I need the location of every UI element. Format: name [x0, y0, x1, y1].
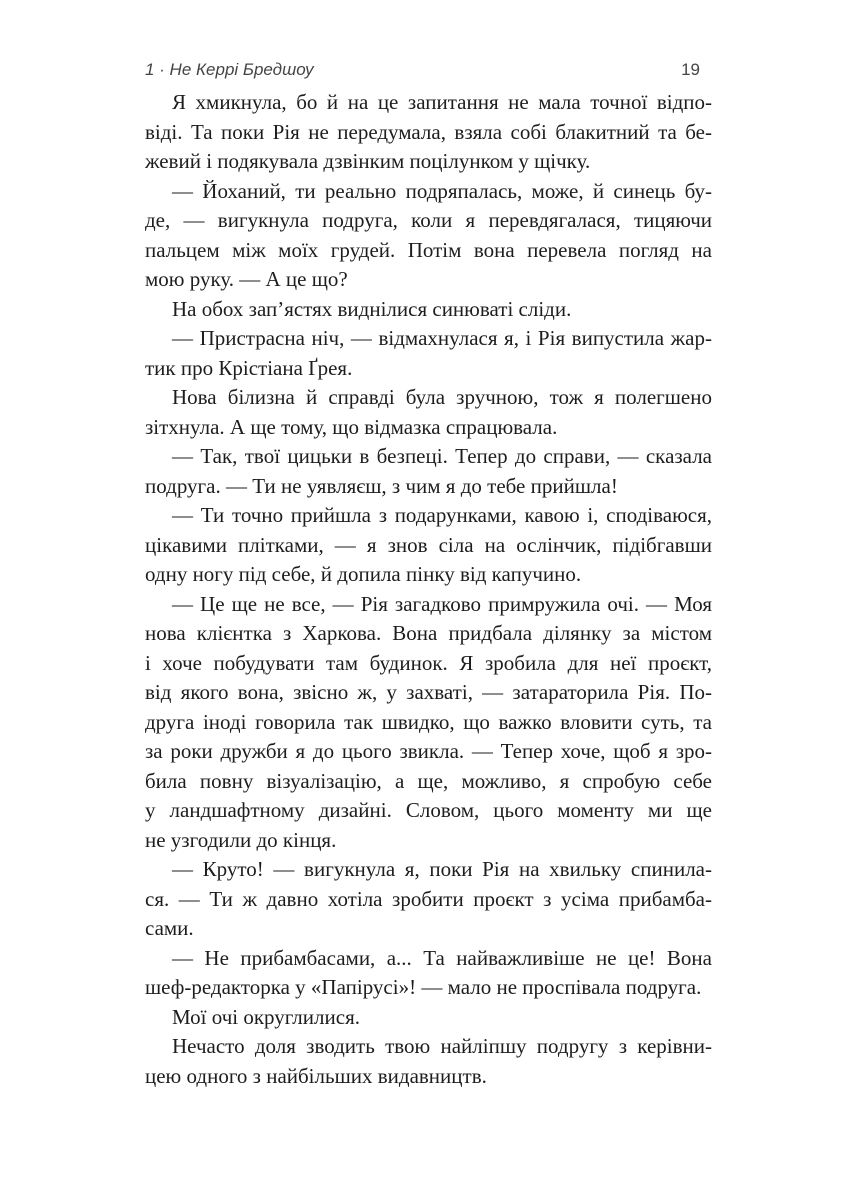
text-line: пальцем між моїх грудей. Потім вона перевела погляд на	[145, 237, 712, 262]
text-line: зітхнула. А ще тому, що відмазка спрацювала.	[145, 414, 558, 439]
text-line: мою руку. — А це що?	[145, 267, 348, 291]
running-header	[145, 60, 712, 86]
text-line: одну ногу під себе, й допила пінку від капучино.	[145, 562, 582, 586]
text-line: — Ти точно прийшла з подарунками, кавою і, сподіваюся,	[172, 503, 712, 527]
paragraph	[145, 944, 712, 1003]
page-number: 19	[681, 60, 700, 79]
paragraph	[145, 383, 712, 442]
text-line: де, — вигукнула подруга, коли я перевдягалася, тицяючи	[145, 208, 712, 232]
text-line: — Пристрасна ніч, — відмахнулася я, і Рія випустила жар-	[172, 326, 712, 350]
text-line: нова клієнтка з Харкова. Вона придбала ділянку за містом	[145, 621, 712, 645]
text-line: цікавими плітками, — я знов сіла на ослінчик, підібгавши	[145, 532, 712, 557]
text-line: шеф-редакторка у «Папірусі»! — мало не проспівала подруга.	[145, 975, 702, 999]
paragraph	[145, 324, 712, 383]
text-line: била повну візуалізацію, а ще, можливо, я спробую себе	[145, 768, 712, 793]
paragraph	[145, 1003, 712, 1033]
text-line: і хоче побудувати там будинок. Я зробила для неї проєкт,	[145, 650, 712, 675]
text-line: — Круто! — вигукнула я, поки Рія на хвильку спинила-	[172, 857, 712, 881]
text-line: — Йоханий, ти реально подряпалась, може, й синець бу-	[172, 178, 712, 203]
text-line: від якого вона, звісно ж, у захваті, — затараторила Рія. По-	[145, 680, 712, 704]
paragraph	[145, 501, 712, 590]
text-line: цею одного з найбільших видавництв.	[145, 1063, 487, 1088]
running-title: 1 · Не Керрі Бредшоу	[145, 60, 314, 79]
text-line: тик про Крістіана Ґрея.	[145, 355, 353, 380]
paragraph	[145, 295, 712, 325]
paragraph	[145, 855, 712, 944]
paragraph	[145, 1032, 712, 1091]
text-line: жевий і подякувала дзвінким поцілунком у щічку.	[145, 149, 591, 173]
text-line: сами.	[145, 916, 194, 940]
text-line: Нечасто доля зводить твою найліпшу подругу з керівни-	[172, 1034, 712, 1058]
text-line: — Не прибамбасами, а... Та найважливіше не це! Вона	[172, 945, 712, 970]
text-line: за роки дружби я до цього звикла. — Тепер хоче, щоб я зро-	[145, 739, 712, 763]
text-line: Мої очі округлилися.	[172, 1004, 360, 1029]
page-body-text	[145, 88, 712, 1091]
text-line: друга іноді говорила так швидко, що важко вловити суть, та	[145, 709, 712, 734]
text-line: — Це ще не все, — Рія загадково примружила очі. — Моя	[172, 591, 712, 616]
text-line: не узгодили до кінця.	[145, 827, 337, 852]
text-line: Я хмикнула, бо й на це запитання не мала точної відпо-	[172, 90, 712, 114]
paragraph	[145, 88, 712, 177]
text-line: ся. — Ти ж давно хотіла зробити проєкт з усіма прибамба-	[145, 886, 712, 911]
text-line: у ландшафтному дизайні. Словом, цього моменту ми ще	[145, 798, 712, 822]
text-line: На обох зап’ястях виднілися синюваті сліди.	[172, 296, 572, 321]
paragraph	[145, 177, 712, 295]
paragraph	[145, 442, 712, 501]
text-line: віді. Та поки Рія не передумала, взяла собі блакитний та бе-	[145, 119, 712, 144]
text-line: — Так, твої цицьки в безпеці. Тепер до справи, — сказала	[172, 444, 712, 468]
text-line: Нова білизна й справді була зручною, тож я полегшено	[172, 385, 712, 409]
text-line: подруга. — Ти не уявляєш, з чим я до тебе прийшла!	[145, 473, 618, 498]
paragraph	[145, 590, 712, 856]
